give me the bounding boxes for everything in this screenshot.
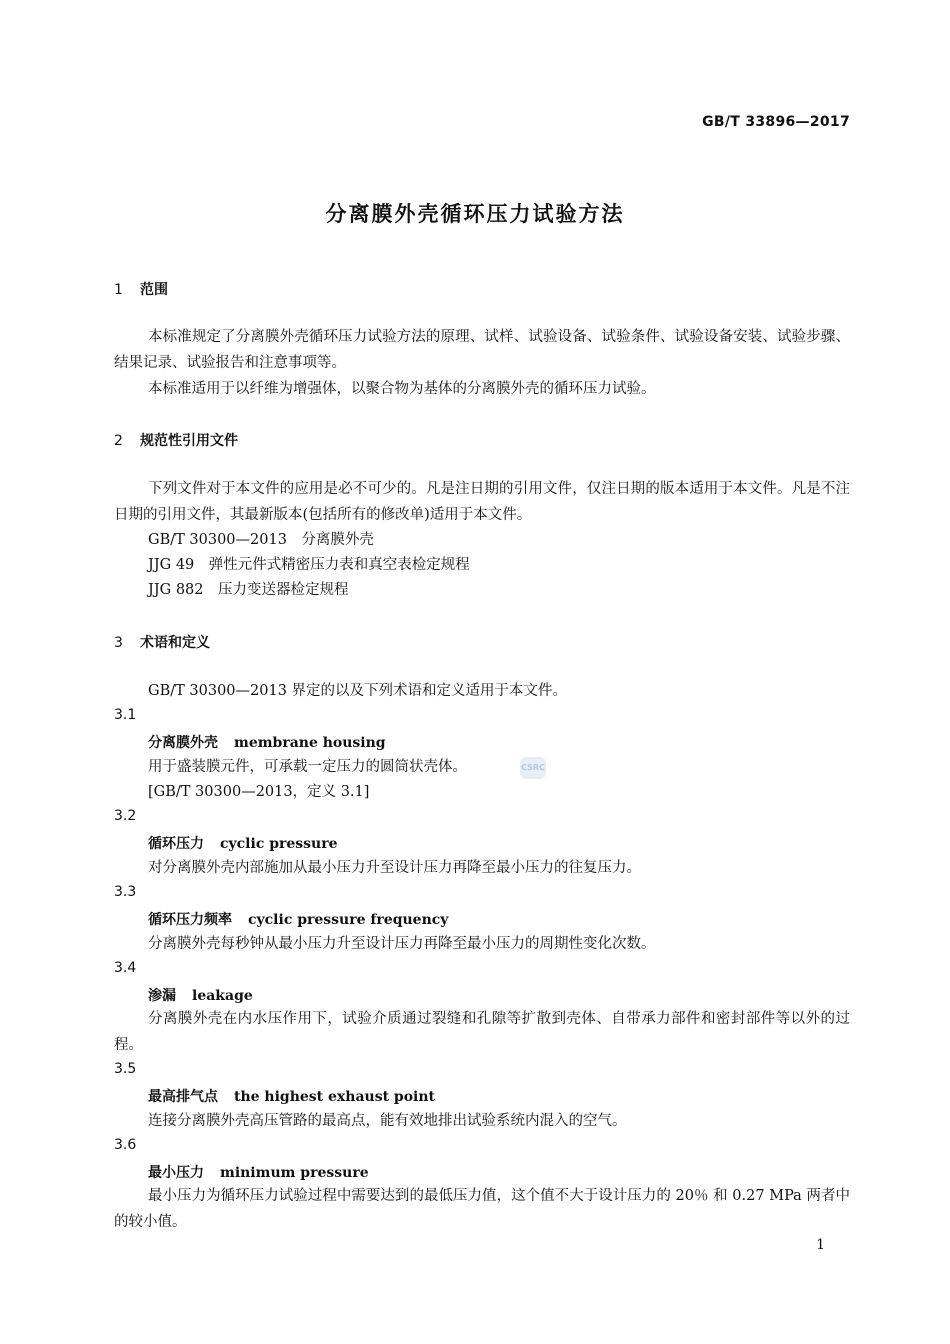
- term-heading: [148, 985, 253, 1005]
- section-number: 3: [114, 635, 123, 651]
- term-zh: 最小压力: [148, 1165, 204, 1181]
- term-en: leakage: [192, 988, 253, 1004]
- term-definition: 分离膜外壳每秒钟从最小压力升至设计压力再降至最小压力的周期性变化次数。: [148, 936, 656, 952]
- term-heading: [148, 909, 448, 929]
- term-en: minimum pressure: [220, 1165, 369, 1181]
- page-number: 1: [816, 1237, 825, 1253]
- document-title: 分离膜外壳循环压力试验方法: [325, 202, 625, 226]
- term-zh: 循环压力频率: [148, 912, 232, 928]
- term-heading: [148, 833, 338, 853]
- terms-intro: GB/T 30300—2013 界定的以及下列术语和定义适用于本文件。: [148, 683, 568, 699]
- scope-paragraph-1: 本标准规定了分离膜外壳循环压力试验方法的原理、试样、试验设备、试验条件、试验设备安装、试验步骤、结果记录、试验报告和注意事项等。: [114, 329, 850, 371]
- term-definition: 连接分离膜外壳高压管路的最高点，能有效地排出试验系统内混入的空气。: [148, 1113, 627, 1129]
- clause-number: 3.6: [114, 1137, 137, 1153]
- section-number: 2: [114, 433, 123, 449]
- normative-paragraph: 下列文件对于本文件的应用是必不可少的。凡是注日期的引用文件，仅注日期的版本适用于本文件。凡是不注日期的引用文件，其最新版本(包括所有的修改单)适用于本文件。: [114, 481, 850, 523]
- section-1-heading: [114, 279, 168, 299]
- term-zh: 渗漏: [148, 988, 176, 1004]
- watermark-stamp: CSRC: [520, 757, 546, 779]
- term-en: the highest exhaust point: [234, 1089, 436, 1105]
- term-en: cyclic pressure frequency: [248, 912, 449, 928]
- section-number: 1: [114, 282, 123, 298]
- standard-code: GB/T 33896—2017: [702, 114, 850, 130]
- section-title: 规范性引用文件: [140, 433, 238, 449]
- term-definition: 最小压力为循环压力试验过程中需要达到的最低压力值，这个值不大于设计压力的 20％ 和 0.27 MPa 两者中的较小值。: [114, 1188, 850, 1230]
- term-zh: 分离膜外壳: [148, 735, 218, 751]
- section-title: 术语和定义: [140, 635, 210, 651]
- section-3-heading: [114, 632, 210, 652]
- term-source: [GB/T 30300—2013，定义 3.1]: [148, 784, 370, 800]
- term-en: membrane housing: [234, 735, 386, 751]
- clause-number: 3.1: [114, 707, 137, 723]
- clause-number: 3.3: [114, 884, 137, 900]
- term-definition: 对分离膜外壳内部施加从最小压力升至设计压力再降至最小压力的往复压力。: [148, 860, 641, 876]
- reference-item: JJG 882 压力变送器检定规程: [148, 582, 349, 598]
- term-definition: 分离膜外壳在内水压作用下，试验介质通过裂缝和孔隙等扩散到壳体、自带承力部件和密封部件等以外的过程。: [114, 1011, 850, 1053]
- term-heading: [148, 1086, 435, 1106]
- clause-number: 3.4: [114, 960, 137, 976]
- term-zh: 最高排气点: [148, 1089, 218, 1105]
- clause-number: 3.2: [114, 808, 137, 824]
- reference-item: GB/T 30300—2013 分离膜外壳: [148, 532, 374, 548]
- section-2-heading: [114, 430, 238, 450]
- term-en: cyclic pressure: [220, 836, 338, 852]
- term-heading: [148, 732, 386, 752]
- term-heading: [148, 1162, 369, 1182]
- scope-paragraph-2: 本标准适用于以纤维为增强体，以聚合物为基体的分离膜外壳的循环压力试验。: [148, 381, 656, 397]
- term-definition: 用于盛装膜元件，可承载一定压力的圆筒状壳体。: [148, 759, 467, 775]
- term-zh: 循环压力: [148, 836, 204, 852]
- clause-number: 3.5: [114, 1061, 137, 1077]
- section-title: 范围: [140, 282, 168, 298]
- reference-item: JJG 49 弹性元件式精密压力表和真空表检定规程: [148, 557, 470, 573]
